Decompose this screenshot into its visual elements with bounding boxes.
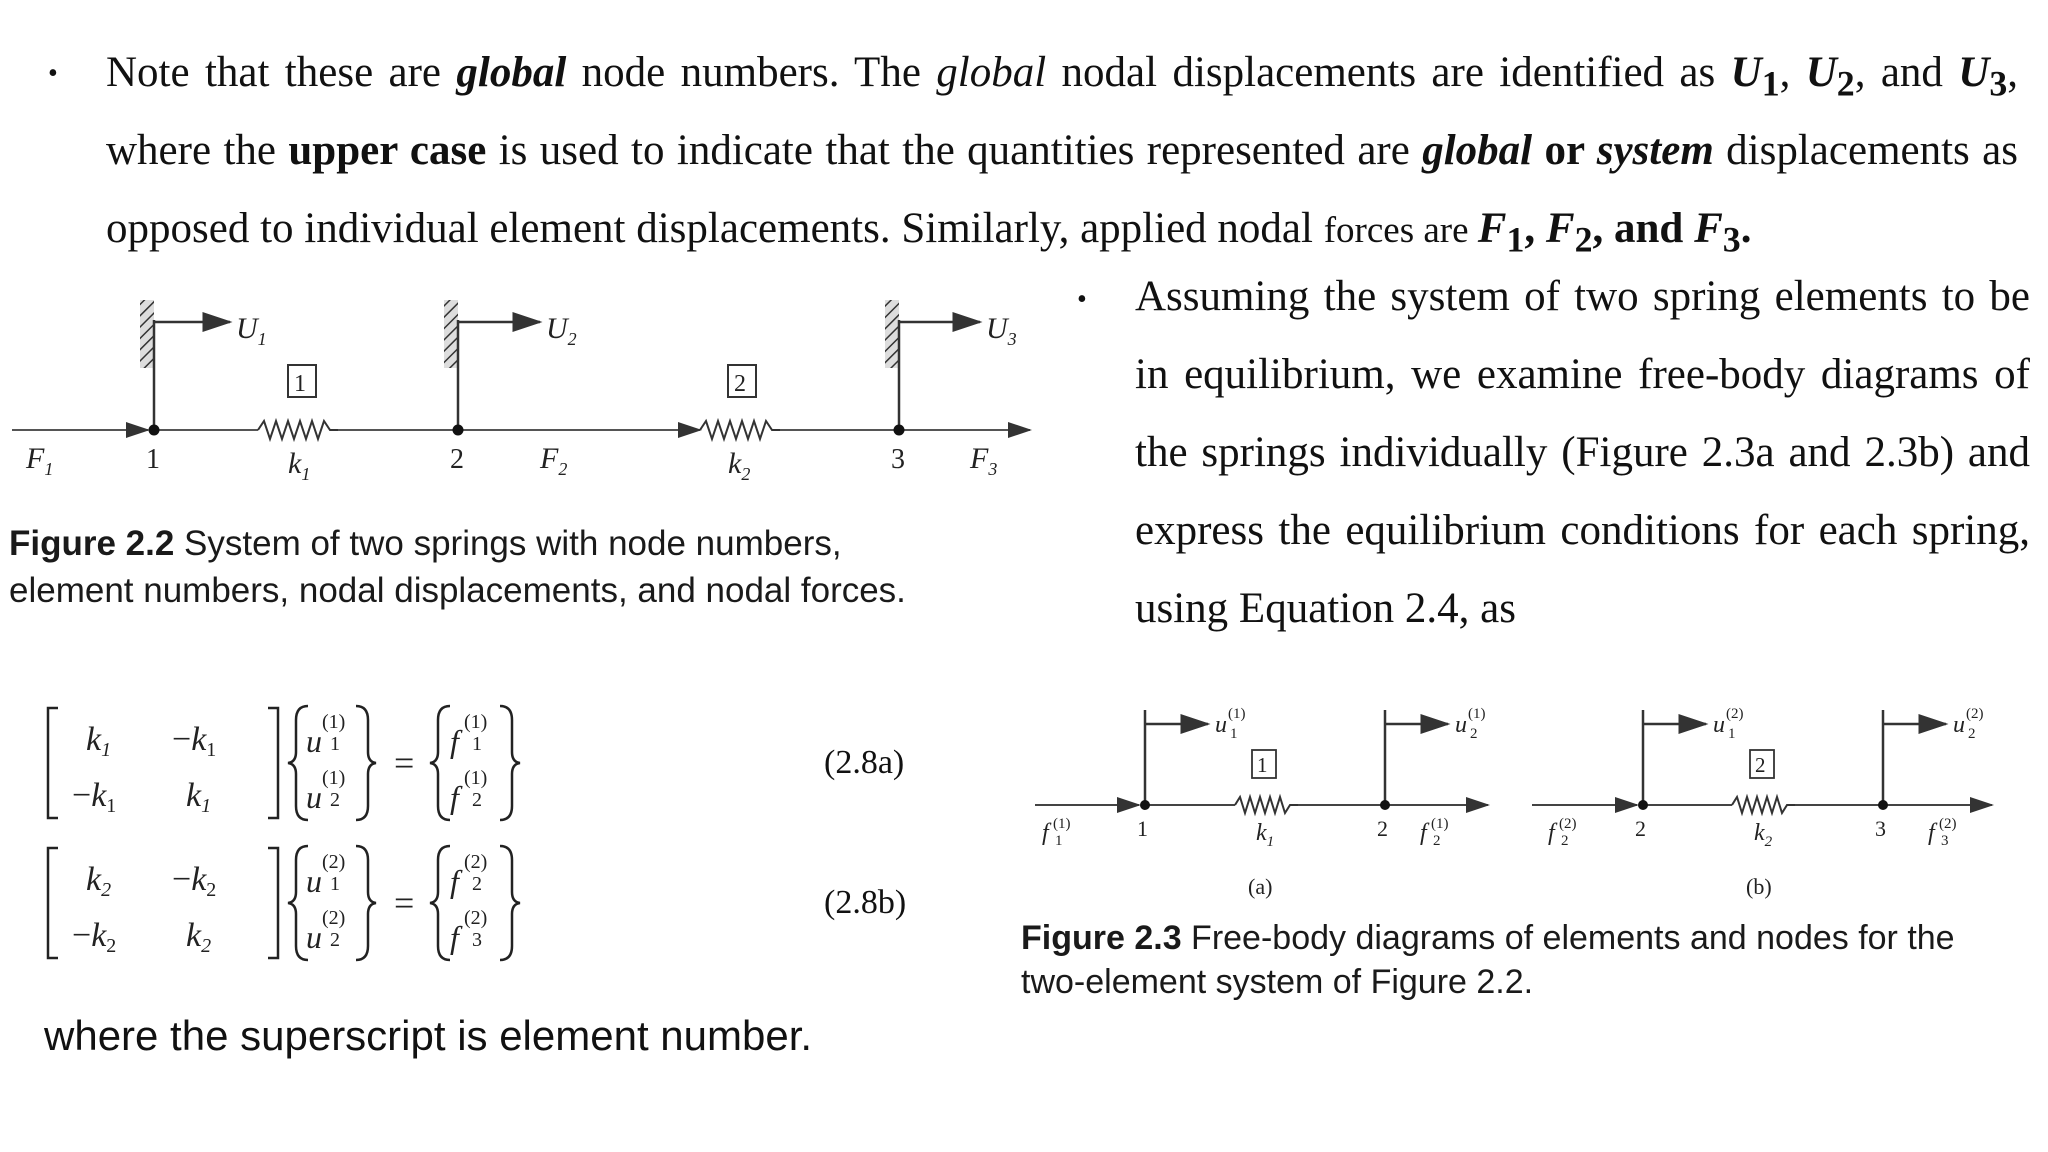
svg-text:(1): (1) [322, 711, 346, 733]
svg-text:2: 2 [472, 873, 482, 895]
para1-line-1: Note that these are global node numbers. The global nodal displacements are identified as $U_1$, $U_2$, and $U_3$, [106, 49, 2019, 104]
svg-text:(2): (2) [1726, 706, 1744, 722]
svg-text:2: 2 [1755, 753, 1766, 777]
svg-text:2: 2 [472, 789, 482, 811]
svg-text:u: u [306, 779, 322, 815]
svg-text:3: 3 [1941, 833, 1949, 849]
svg-text:2: 2 [1377, 816, 1388, 841]
svg-text:2: 2 [734, 371, 746, 397]
svg-text:u: u [1953, 712, 1965, 738]
svg-text:u: u [1713, 712, 1725, 738]
svg-text:1: 1 [1055, 833, 1063, 849]
svg-text:k2: k2 [186, 917, 212, 957]
svg-text:F3: $F_3$ [970, 442, 998, 479]
svg-text:k1: k1 [86, 721, 112, 761]
svg-text:2: 2 [330, 789, 340, 811]
svg-text:k2: $k_2$ [728, 447, 751, 484]
svg-text:1: 1 [294, 371, 306, 397]
svg-text:f: f [450, 779, 459, 815]
equation-number-2-8a: (2.8a) [824, 744, 905, 781]
svg-text:(1): (1) [322, 767, 346, 789]
svg-text:(a): (a) [1248, 874, 1273, 899]
svg-text:(2): (2) [1559, 816, 1577, 832]
svg-text:3: 3 [1875, 816, 1886, 841]
svg-text:(1): (1) [464, 767, 488, 789]
para2-line-5: using Equation 2.4, as [1135, 585, 1516, 632]
spring-2 [700, 421, 780, 439]
svg-text:U1: $U_1$ [236, 312, 267, 349]
svg-text:(1): (1) [1431, 816, 1449, 832]
svg-text:f: f [450, 919, 459, 955]
svg-text:(b): (b) [1746, 874, 1772, 899]
figure-2-2-diagram [0, 285, 1040, 505]
svg-text:u: u [306, 919, 322, 955]
svg-text:3: 3 [891, 444, 905, 475]
svg-text:2: 2 [1561, 833, 1569, 849]
svg-text:k1: $k_1$ [1256, 820, 1275, 850]
figure-2-2-caption: Figure 2.2 System of two springs with node numbers, element numbers, nodal displacements, and nodal forces. [9, 524, 906, 610]
svg-text:1: 1 [1257, 753, 1268, 777]
bullet-1: • [48, 58, 58, 89]
equation-2-8a [40, 700, 600, 830]
svg-text:1: 1 [330, 733, 340, 755]
svg-text:U3: $U_3$ [986, 312, 1017, 349]
svg-text:k1: $k_1$ [288, 447, 311, 484]
svg-text:1: 1 [146, 444, 160, 475]
svg-text:F1: $F_1$ [26, 442, 54, 479]
svg-text:k1: k1 [186, 777, 212, 817]
svg-text:=: = [394, 883, 415, 923]
svg-text:f: f [1548, 820, 1555, 846]
wall-3 [885, 300, 899, 368]
svg-text:(2): (2) [1966, 706, 1984, 722]
para2-line-4: express the equilibrium conditions for each spring, [1135, 507, 2030, 554]
svg-text:−k2: −k2 [72, 917, 117, 957]
figure-2-3-diagram [1020, 700, 2020, 910]
svg-text:2: 2 [330, 929, 340, 951]
para1-line-3: opposed to individual element displacements. Similarly, applied nodal forces are $F_1$, $F_2$, and $F_3$. [106, 205, 1752, 260]
svg-text:−k2: −k2 [172, 861, 217, 901]
svg-text:(2): (2) [464, 907, 488, 929]
svg-text:u: u [306, 863, 322, 899]
equation-2-8b [40, 840, 600, 970]
svg-text:f: f [450, 863, 459, 899]
bullet-2: • [1077, 284, 1087, 315]
svg-text:(1): (1) [1228, 706, 1246, 722]
svg-text:−k1: −k1 [172, 721, 217, 761]
svg-text:1: 1 [1728, 726, 1736, 742]
svg-text:f: f [1928, 820, 1935, 846]
figure-2-3-caption: Figure 2.3 Free-body diagrams of elements and nodes for the two-element system of Figure 2.2. [1021, 919, 1955, 1001]
svg-text:f: f [1042, 820, 1049, 846]
svg-text:2: 2 [450, 444, 464, 475]
para2-line-2: in equilibrium, we examine free-body diagrams of [1135, 351, 2030, 398]
svg-text:k2: $k_2$ [1754, 820, 1773, 850]
svg-text:(1): (1) [1468, 706, 1486, 722]
para2-line-3: the springs individually (Figure 2.3a and 2.3b) and [1135, 429, 2030, 476]
wall-1 [140, 300, 154, 368]
svg-text:2: 2 [1433, 833, 1441, 849]
svg-text:1: 1 [1230, 726, 1238, 742]
svg-text:k2: k2 [86, 861, 112, 901]
svg-text:2: 2 [1470, 726, 1478, 742]
wall-2 [444, 300, 458, 368]
para1-line-2: where the upper case is used to indicate that the quantities represented are global or system displacements as [106, 127, 2018, 174]
svg-text:f: f [1420, 820, 1427, 846]
svg-text:=: = [394, 743, 415, 783]
svg-text:(1): (1) [464, 711, 488, 733]
svg-text:(2): (2) [1939, 816, 1957, 832]
para2-line-1: Assuming the system of two spring elements to be [1135, 273, 2030, 320]
svg-text:u: u [1215, 712, 1227, 738]
spring-1 [258, 421, 338, 439]
svg-text:3: 3 [472, 929, 482, 951]
svg-text:f: f [450, 723, 459, 759]
svg-text:(1): (1) [1053, 816, 1071, 832]
svg-text:(2): (2) [322, 907, 346, 929]
svg-text:2: 2 [1635, 816, 1646, 841]
svg-text:1: 1 [330, 873, 340, 895]
svg-text:U2: $U_2$ [546, 312, 577, 349]
equation-number-2-8b: (2.8b) [824, 884, 907, 921]
footer-text: where the superscript is element number. [44, 1012, 813, 1059]
svg-text:(2): (2) [322, 851, 346, 873]
svg-text:2: 2 [1968, 726, 1976, 742]
svg-text:1: 1 [1137, 816, 1148, 841]
svg-text:1: 1 [472, 733, 482, 755]
svg-text:u: u [1455, 712, 1467, 738]
svg-text:−k1: −k1 [72, 777, 117, 817]
svg-text:(2): (2) [464, 851, 488, 873]
svg-text:u: u [306, 723, 322, 759]
svg-text:F2: $F_2$ [540, 442, 568, 479]
